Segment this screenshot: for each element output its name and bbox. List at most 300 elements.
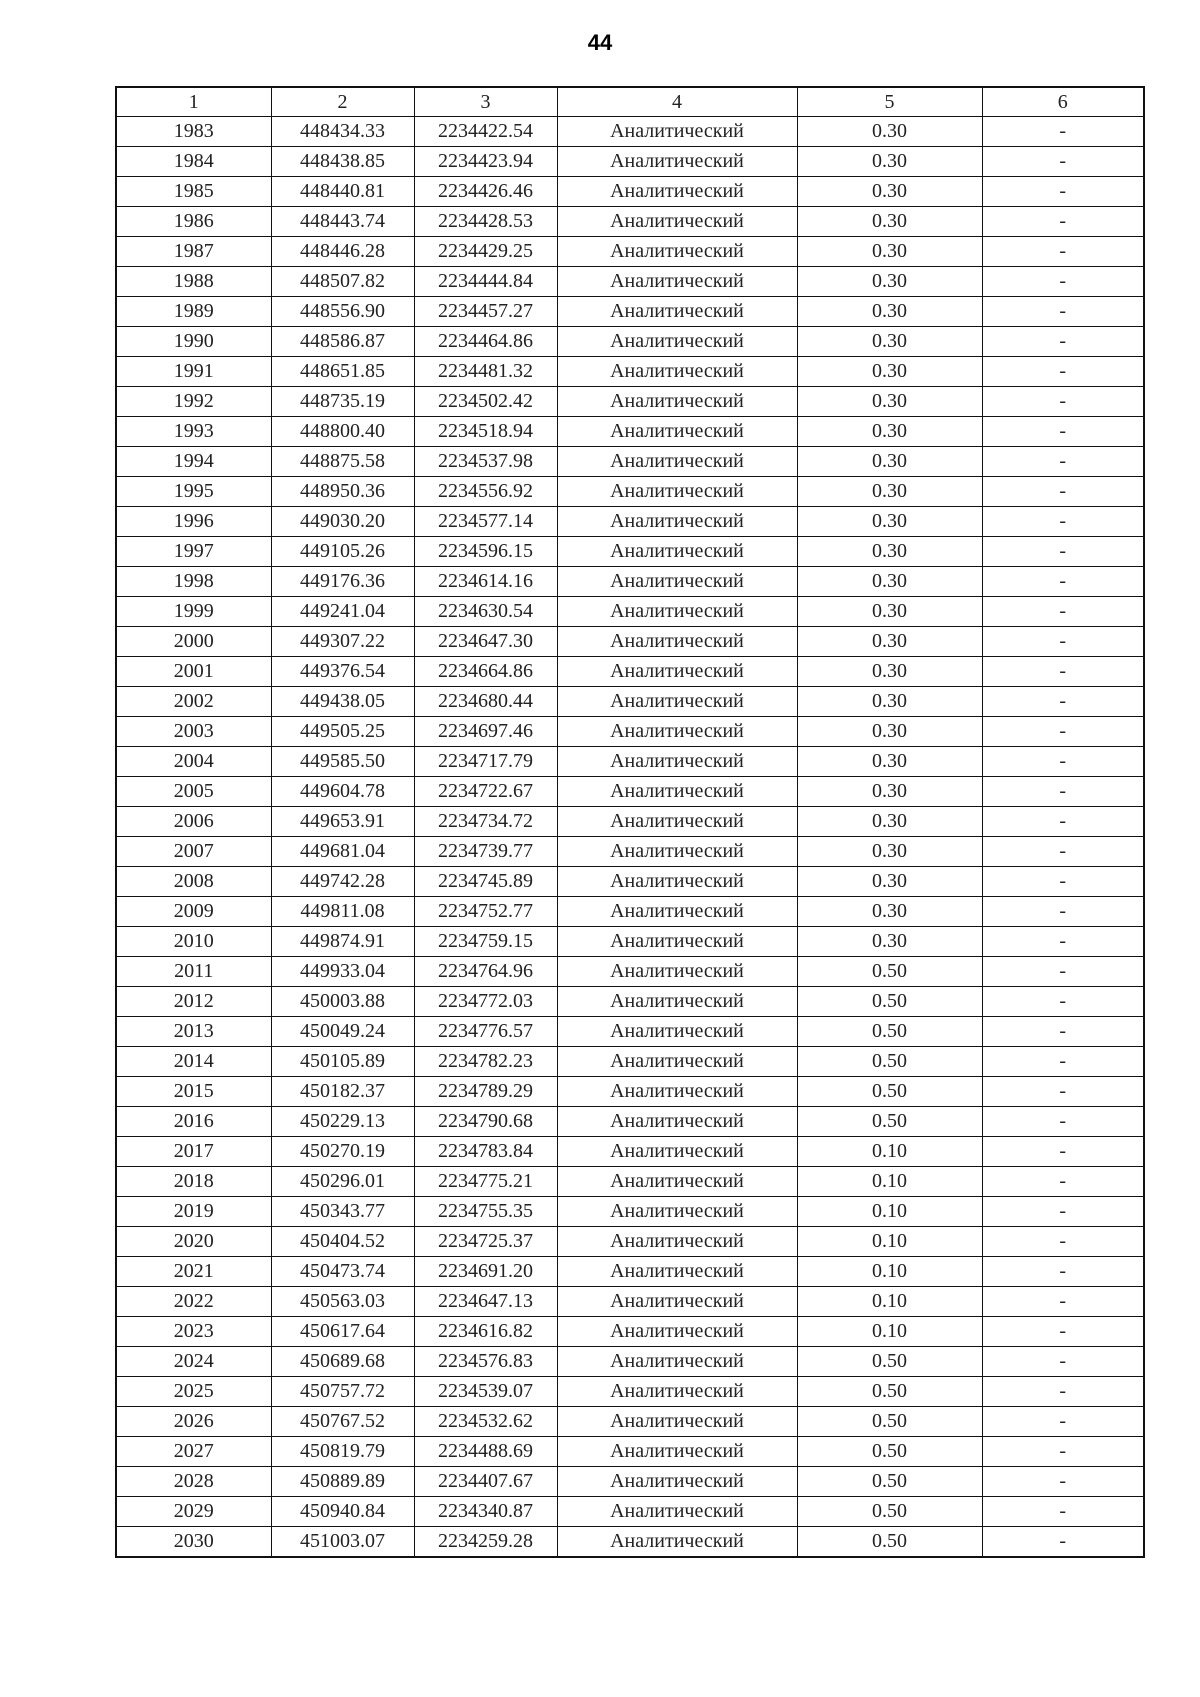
table-row (116, 1437, 1144, 1467)
y-coordinate-cell: 2234752.77 (414, 897, 557, 927)
description-cell: - (982, 687, 1144, 717)
y-coordinate-cell: 2234616.82 (414, 1317, 557, 1347)
table-row (116, 417, 1144, 447)
method-cell: Аналитический (557, 567, 797, 597)
table-row (116, 957, 1144, 987)
x-coordinate-cell: 450767.52 (271, 1407, 414, 1437)
y-coordinate-cell: 2234464.86 (414, 327, 557, 357)
table-row (116, 1227, 1144, 1257)
y-coordinate-cell: 2234647.30 (414, 627, 557, 657)
description-cell: - (982, 117, 1144, 147)
x-coordinate-cell: 450819.79 (271, 1437, 414, 1467)
column-header-2: 2 (271, 87, 414, 117)
accuracy-cell: 0.30 (797, 717, 982, 747)
table-row (116, 1317, 1144, 1347)
method-cell: Аналитический (557, 447, 797, 477)
accuracy-cell: 0.30 (797, 327, 982, 357)
y-coordinate-cell: 2234789.29 (414, 1077, 557, 1107)
x-coordinate-cell: 450757.72 (271, 1377, 414, 1407)
accuracy-cell: 0.30 (797, 297, 982, 327)
y-coordinate-cell: 2234518.94 (414, 417, 557, 447)
point-number-cell: 1990 (116, 327, 271, 357)
table-row (116, 987, 1144, 1017)
method-cell: Аналитический (557, 777, 797, 807)
y-coordinate-cell: 2234259.28 (414, 1527, 557, 1558)
description-cell: - (982, 1167, 1144, 1197)
description-cell: - (982, 387, 1144, 417)
y-coordinate-cell: 2234722.67 (414, 777, 557, 807)
x-coordinate-cell: 449742.28 (271, 867, 414, 897)
accuracy-cell: 0.30 (797, 147, 982, 177)
accuracy-cell: 0.10 (797, 1287, 982, 1317)
table-row (116, 1167, 1144, 1197)
y-coordinate-cell: 2234340.87 (414, 1497, 557, 1527)
description-cell: - (982, 987, 1144, 1017)
table-row (116, 1377, 1144, 1407)
point-number-cell: 2009 (116, 897, 271, 927)
table-row (116, 567, 1144, 597)
x-coordinate-cell: 448800.40 (271, 417, 414, 447)
y-coordinate-cell: 2234755.35 (414, 1197, 557, 1227)
table-row (116, 657, 1144, 687)
description-cell: - (982, 357, 1144, 387)
y-coordinate-cell: 2234596.15 (414, 537, 557, 567)
point-number-cell: 1984 (116, 147, 271, 177)
description-cell: - (982, 447, 1144, 477)
point-number-cell: 1985 (116, 177, 271, 207)
accuracy-cell: 0.50 (797, 1377, 982, 1407)
method-cell: Аналитический (557, 957, 797, 987)
y-coordinate-cell: 2234423.94 (414, 147, 557, 177)
method-cell: Аналитический (557, 1347, 797, 1377)
accuracy-cell: 0.30 (797, 357, 982, 387)
method-cell: Аналитический (557, 267, 797, 297)
description-cell: - (982, 1077, 1144, 1107)
table-row (116, 777, 1144, 807)
y-coordinate-cell: 2234444.84 (414, 267, 557, 297)
point-number-cell: 1986 (116, 207, 271, 237)
x-coordinate-cell: 448507.82 (271, 267, 414, 297)
description-cell: - (982, 297, 1144, 327)
y-coordinate-cell: 2234783.84 (414, 1137, 557, 1167)
accuracy-cell: 0.30 (797, 627, 982, 657)
table-row (116, 387, 1144, 417)
y-coordinate-cell: 2234691.20 (414, 1257, 557, 1287)
description-cell: - (982, 657, 1144, 687)
table-row (116, 1497, 1144, 1527)
table-row (116, 897, 1144, 927)
point-number-cell: 2018 (116, 1167, 271, 1197)
point-number-cell: 2012 (116, 987, 271, 1017)
table-row (116, 597, 1144, 627)
x-coordinate-cell: 450617.64 (271, 1317, 414, 1347)
point-number-cell: 2024 (116, 1347, 271, 1377)
x-coordinate-cell: 448735.19 (271, 387, 414, 417)
method-cell: Аналитический (557, 147, 797, 177)
y-coordinate-cell: 2234532.62 (414, 1407, 557, 1437)
point-number-cell: 1999 (116, 597, 271, 627)
x-coordinate-cell: 450563.03 (271, 1287, 414, 1317)
method-cell: Аналитический (557, 207, 797, 237)
method-cell: Аналитический (557, 1167, 797, 1197)
accuracy-cell: 0.30 (797, 747, 982, 777)
description-cell: - (982, 1437, 1144, 1467)
table-row (116, 627, 1144, 657)
point-number-cell: 2011 (116, 957, 271, 987)
column-header-4: 4 (557, 87, 797, 117)
table-row (116, 1257, 1144, 1287)
method-cell: Аналитический (557, 657, 797, 687)
point-number-cell: 1989 (116, 297, 271, 327)
point-number-cell: 1995 (116, 477, 271, 507)
y-coordinate-cell: 2234577.14 (414, 507, 557, 537)
method-cell: Аналитический (557, 687, 797, 717)
x-coordinate-cell: 448446.28 (271, 237, 414, 267)
y-coordinate-cell: 2234426.46 (414, 177, 557, 207)
accuracy-cell: 0.50 (797, 1047, 982, 1077)
accuracy-cell: 0.50 (797, 1347, 982, 1377)
y-coordinate-cell: 2234745.89 (414, 867, 557, 897)
x-coordinate-cell: 450270.19 (271, 1137, 414, 1167)
column-header-6: 6 (982, 87, 1144, 117)
method-cell: Аналитический (557, 327, 797, 357)
method-cell: Аналитический (557, 1227, 797, 1257)
method-cell: Аналитический (557, 897, 797, 927)
description-cell: - (982, 927, 1144, 957)
method-cell: Аналитический (557, 177, 797, 207)
method-cell: Аналитический (557, 927, 797, 957)
point-number-cell: 2010 (116, 927, 271, 957)
method-cell: Аналитический (557, 1317, 797, 1347)
accuracy-cell: 0.30 (797, 567, 982, 597)
point-number-cell: 2014 (116, 1047, 271, 1077)
accuracy-cell: 0.30 (797, 117, 982, 147)
y-coordinate-cell: 2234717.79 (414, 747, 557, 777)
y-coordinate-cell: 2234664.86 (414, 657, 557, 687)
description-cell: - (982, 1527, 1144, 1558)
x-coordinate-cell: 449874.91 (271, 927, 414, 957)
table-row (116, 717, 1144, 747)
x-coordinate-cell: 450473.74 (271, 1257, 414, 1287)
table-body (116, 117, 1144, 1558)
x-coordinate-cell: 448440.81 (271, 177, 414, 207)
accuracy-cell: 0.10 (797, 1167, 982, 1197)
table-row (116, 747, 1144, 777)
method-cell: Аналитический (557, 537, 797, 567)
description-cell: - (982, 327, 1144, 357)
table-row (116, 117, 1144, 147)
table-row (116, 1077, 1144, 1107)
method-cell: Аналитический (557, 1197, 797, 1227)
table-row (116, 537, 1144, 567)
point-number-cell: 2013 (116, 1017, 271, 1047)
point-number-cell: 2022 (116, 1287, 271, 1317)
table-row (116, 507, 1144, 537)
accuracy-cell: 0.30 (797, 267, 982, 297)
x-coordinate-cell: 449653.91 (271, 807, 414, 837)
table-row (116, 927, 1144, 957)
description-cell: - (982, 1287, 1144, 1317)
x-coordinate-cell: 449241.04 (271, 597, 414, 627)
point-number-cell: 1987 (116, 237, 271, 267)
accuracy-cell: 0.30 (797, 777, 982, 807)
table-row (116, 867, 1144, 897)
description-cell: - (982, 507, 1144, 537)
accuracy-cell: 0.50 (797, 1497, 982, 1527)
description-cell: - (982, 597, 1144, 627)
x-coordinate-cell: 449438.05 (271, 687, 414, 717)
method-cell: Аналитический (557, 1377, 797, 1407)
table-row (116, 1107, 1144, 1137)
accuracy-cell: 0.30 (797, 237, 982, 267)
method-cell: Аналитический (557, 837, 797, 867)
y-coordinate-cell: 2234428.53 (414, 207, 557, 237)
y-coordinate-cell: 2234790.68 (414, 1107, 557, 1137)
description-cell: - (982, 1017, 1144, 1047)
description-cell: - (982, 627, 1144, 657)
table-row (116, 297, 1144, 327)
accuracy-cell: 0.30 (797, 177, 982, 207)
accuracy-cell: 0.50 (797, 1467, 982, 1497)
description-cell: - (982, 177, 1144, 207)
method-cell: Аналитический (557, 477, 797, 507)
y-coordinate-cell: 2234537.98 (414, 447, 557, 477)
point-number-cell: 2028 (116, 1467, 271, 1497)
accuracy-cell: 0.50 (797, 1107, 982, 1137)
table-row (116, 177, 1144, 207)
description-cell: - (982, 1137, 1144, 1167)
table-row (116, 477, 1144, 507)
point-number-cell: 2003 (116, 717, 271, 747)
description-cell: - (982, 1317, 1144, 1347)
x-coordinate-cell: 448651.85 (271, 357, 414, 387)
method-cell: Аналитический (557, 1257, 797, 1287)
x-coordinate-cell: 450003.88 (271, 987, 414, 1017)
x-coordinate-cell: 449105.26 (271, 537, 414, 567)
table-row (116, 1347, 1144, 1377)
point-number-cell: 2006 (116, 807, 271, 837)
x-coordinate-cell: 450689.68 (271, 1347, 414, 1377)
method-cell: Аналитический (557, 627, 797, 657)
x-coordinate-cell: 449307.22 (271, 627, 414, 657)
point-number-cell: 2007 (116, 837, 271, 867)
point-number-cell: 1996 (116, 507, 271, 537)
accuracy-cell: 0.30 (797, 507, 982, 537)
x-coordinate-cell: 449585.50 (271, 747, 414, 777)
table-row (116, 267, 1144, 297)
accuracy-cell: 0.30 (797, 447, 982, 477)
point-number-cell: 2008 (116, 867, 271, 897)
accuracy-cell: 0.30 (797, 837, 982, 867)
x-coordinate-cell: 449376.54 (271, 657, 414, 687)
method-cell: Аналитический (557, 1437, 797, 1467)
table-row (116, 207, 1144, 237)
method-cell: Аналитический (557, 1287, 797, 1317)
table-row (116, 1017, 1144, 1047)
accuracy-cell: 0.30 (797, 417, 982, 447)
point-number-cell: 2030 (116, 1527, 271, 1558)
description-cell: - (982, 1257, 1144, 1287)
accuracy-cell: 0.30 (797, 597, 982, 627)
x-coordinate-cell: 449505.25 (271, 717, 414, 747)
table-row (116, 1047, 1144, 1077)
point-number-cell: 1983 (116, 117, 271, 147)
y-coordinate-cell: 2234764.96 (414, 957, 557, 987)
method-cell: Аналитический (557, 1107, 797, 1137)
method-cell: Аналитический (557, 1407, 797, 1437)
y-coordinate-cell: 2234457.27 (414, 297, 557, 327)
accuracy-cell: 0.30 (797, 927, 982, 957)
description-cell: - (982, 1227, 1144, 1257)
x-coordinate-cell: 448434.33 (271, 117, 414, 147)
point-number-cell: 2005 (116, 777, 271, 807)
point-number-cell: 2000 (116, 627, 271, 657)
accuracy-cell: 0.50 (797, 1527, 982, 1558)
accuracy-cell: 0.30 (797, 537, 982, 567)
accuracy-cell: 0.50 (797, 1017, 982, 1047)
point-number-cell: 2023 (116, 1317, 271, 1347)
point-number-cell: 2004 (116, 747, 271, 777)
x-coordinate-cell: 450229.13 (271, 1107, 414, 1137)
description-cell: - (982, 1377, 1144, 1407)
x-coordinate-cell: 448875.58 (271, 447, 414, 477)
method-cell: Аналитический (557, 507, 797, 537)
y-coordinate-cell: 2234647.13 (414, 1287, 557, 1317)
column-header-1: 1 (116, 87, 271, 117)
x-coordinate-cell: 448443.74 (271, 207, 414, 237)
table-row (116, 837, 1144, 867)
column-header-5: 5 (797, 87, 982, 117)
table-row (116, 1527, 1144, 1558)
description-cell: - (982, 747, 1144, 777)
table-header (116, 87, 1144, 117)
page-number: 44 (587, 30, 613, 55)
point-number-cell: 2019 (116, 1197, 271, 1227)
y-coordinate-cell: 2234502.42 (414, 387, 557, 417)
accuracy-cell: 0.30 (797, 657, 982, 687)
point-number-cell: 2021 (116, 1257, 271, 1287)
method-cell: Аналитический (557, 1047, 797, 1077)
table-row (116, 1137, 1144, 1167)
x-coordinate-cell: 449604.78 (271, 777, 414, 807)
table-row (116, 1197, 1144, 1227)
x-coordinate-cell: 448556.90 (271, 297, 414, 327)
y-coordinate-cell: 2234630.54 (414, 597, 557, 627)
x-coordinate-cell: 451003.07 (271, 1527, 414, 1558)
x-coordinate-cell: 448586.87 (271, 327, 414, 357)
accuracy-cell: 0.30 (797, 477, 982, 507)
accuracy-cell: 0.50 (797, 987, 982, 1017)
point-number-cell: 1997 (116, 537, 271, 567)
y-coordinate-cell: 2234680.44 (414, 687, 557, 717)
description-cell: - (982, 1497, 1144, 1527)
point-number-cell: 2026 (116, 1407, 271, 1437)
header-row (116, 87, 1144, 117)
accuracy-cell: 0.10 (797, 1197, 982, 1227)
y-coordinate-cell: 2234775.21 (414, 1167, 557, 1197)
x-coordinate-cell: 449176.36 (271, 567, 414, 597)
y-coordinate-cell: 2234429.25 (414, 237, 557, 267)
accuracy-cell: 0.30 (797, 897, 982, 927)
accuracy-cell: 0.50 (797, 1407, 982, 1437)
method-cell: Аналитический (557, 357, 797, 387)
point-number-cell: 1998 (116, 567, 271, 597)
accuracy-cell: 0.50 (797, 957, 982, 987)
description-cell: - (982, 207, 1144, 237)
y-coordinate-cell: 2234407.67 (414, 1467, 557, 1497)
x-coordinate-cell: 450889.89 (271, 1467, 414, 1497)
point-number-cell: 2001 (116, 657, 271, 687)
method-cell: Аналитический (557, 987, 797, 1017)
description-cell: - (982, 567, 1144, 597)
x-coordinate-cell: 449811.08 (271, 897, 414, 927)
description-cell: - (982, 1197, 1144, 1227)
x-coordinate-cell: 450105.89 (271, 1047, 414, 1077)
table-row (116, 447, 1144, 477)
method-cell: Аналитический (557, 1077, 797, 1107)
description-cell: - (982, 267, 1144, 297)
y-coordinate-cell: 2234725.37 (414, 1227, 557, 1257)
method-cell: Аналитический (557, 1497, 797, 1527)
y-coordinate-cell: 2234576.83 (414, 1347, 557, 1377)
method-cell: Аналитический (557, 807, 797, 837)
method-cell: Аналитический (557, 867, 797, 897)
method-cell: Аналитический (557, 597, 797, 627)
accuracy-cell: 0.10 (797, 1317, 982, 1347)
point-number-cell: 2029 (116, 1497, 271, 1527)
y-coordinate-cell: 2234759.15 (414, 927, 557, 957)
y-coordinate-cell: 2234539.07 (414, 1377, 557, 1407)
accuracy-cell: 0.10 (797, 1137, 982, 1167)
table-row (116, 1467, 1144, 1497)
description-cell: - (982, 897, 1144, 927)
description-cell: - (982, 777, 1144, 807)
method-cell: Аналитический (557, 417, 797, 447)
description-cell: - (982, 957, 1144, 987)
x-coordinate-cell: 450343.77 (271, 1197, 414, 1227)
table-row (116, 687, 1144, 717)
method-cell: Аналитический (557, 1137, 797, 1167)
accuracy-cell: 0.30 (797, 807, 982, 837)
point-number-cell: 1994 (116, 447, 271, 477)
y-coordinate-cell: 2234556.92 (414, 477, 557, 507)
method-cell: Аналитический (557, 1467, 797, 1497)
method-cell: Аналитический (557, 1527, 797, 1558)
point-number-cell: 2027 (116, 1437, 271, 1467)
y-coordinate-cell: 2234422.54 (414, 117, 557, 147)
point-number-cell: 2020 (116, 1227, 271, 1257)
description-cell: - (982, 1467, 1144, 1497)
x-coordinate-cell: 449933.04 (271, 957, 414, 987)
table-row (116, 357, 1144, 387)
table-row (116, 147, 1144, 177)
y-coordinate-cell: 2234776.57 (414, 1017, 557, 1047)
x-coordinate-cell: 450296.01 (271, 1167, 414, 1197)
point-number-cell: 2002 (116, 687, 271, 717)
coordinates-table (115, 86, 1145, 1558)
point-number-cell: 1992 (116, 387, 271, 417)
x-coordinate-cell: 450940.84 (271, 1497, 414, 1527)
method-cell: Аналитический (557, 1017, 797, 1047)
point-number-cell: 2015 (116, 1077, 271, 1107)
y-coordinate-cell: 2234481.32 (414, 357, 557, 387)
table-row (116, 237, 1144, 267)
y-coordinate-cell: 2234739.77 (414, 837, 557, 867)
method-cell: Аналитический (557, 717, 797, 747)
description-cell: - (982, 477, 1144, 507)
description-cell: - (982, 1407, 1144, 1437)
y-coordinate-cell: 2234614.16 (414, 567, 557, 597)
